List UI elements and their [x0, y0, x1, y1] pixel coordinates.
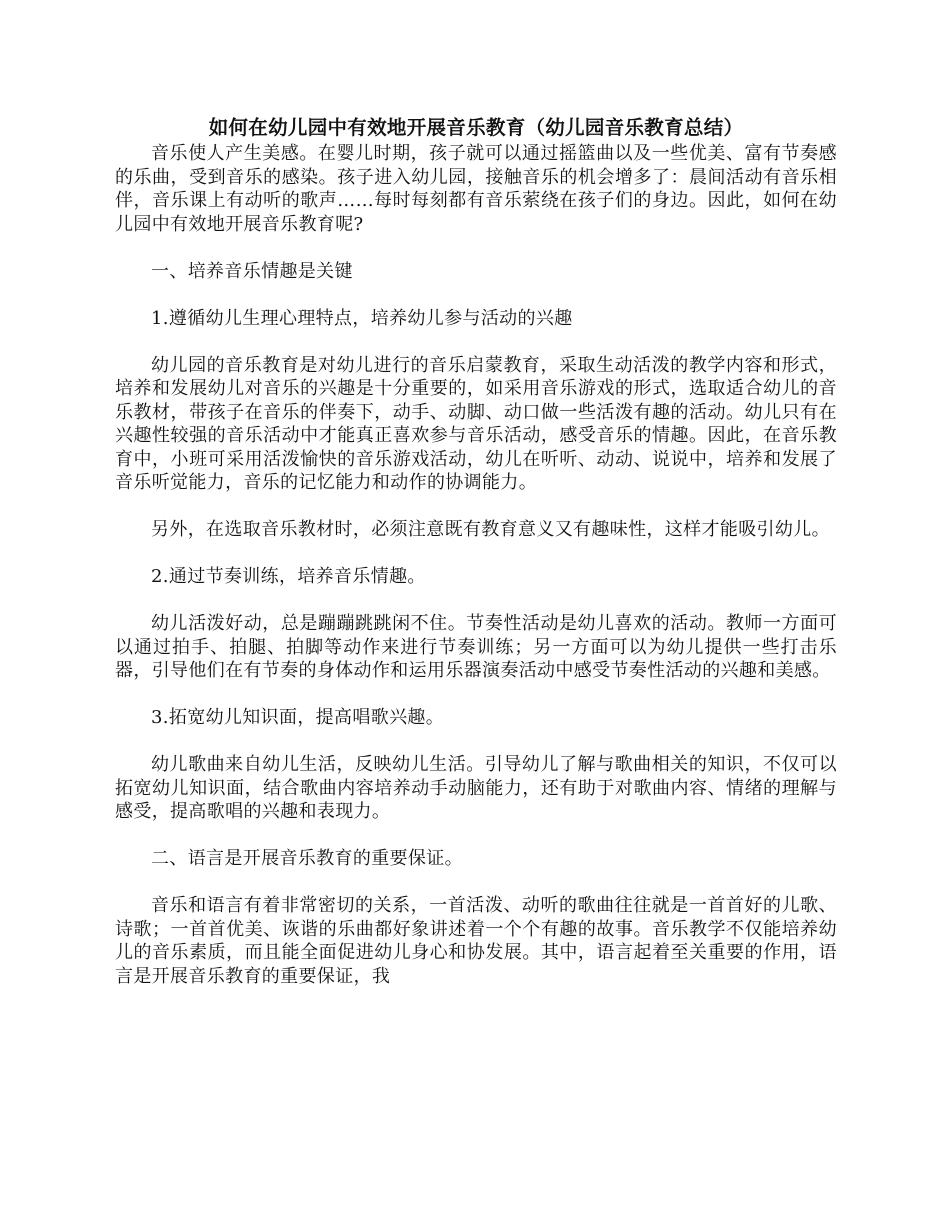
paragraph-1-2: 幼儿活泼好动，总是蹦蹦跳跳闲不住。节奏性活动是幼儿喜欢的活动。教师一方面可以通过拍手、拍腿、拍脚等动作来进行节奏训练；另一方面可以为幼儿提供一些打击乐器，引导他们在有节奏的身体动作和运用乐器演奏活动中感受节奏性活动的兴趣和美感。 [115, 613, 837, 681]
document-title: 如何在幼儿园中有效地开展音乐教育（幼儿园音乐教育总结） [208, 116, 744, 139]
subsection-heading-1-3: 3.拓宽幼儿知识面，提高唱歌兴趣。 [151, 707, 445, 728]
paragraph-intro: 音乐使人产生美感。在婴儿时期，孩子就可以通过摇篮曲以及一些优美、富有节奏感的乐曲，受到音乐的感染。孩子进入幼儿园，接触音乐的机会增多了：晨间活动有音乐相伴，音乐课上有动听的歌声……每时每刻都有音乐萦绕在孩子们的身边。因此，如何在幼儿园中有效地开展音乐教育呢? [115, 143, 837, 235]
paragraph-1-1: 幼儿园的音乐教育是对幼儿进行的音乐启蒙教育，采取生动活泼的教学内容和形式，培养和发展幼儿对音乐的兴趣是十分重要的，如采用音乐游戏的形式，选取适合幼儿的音乐教材，带孩子在音乐的伴奏下，动手、动脚、动口做一些活泼有趣的活动。幼儿只有在兴趣性较强的音乐活动中才能真正喜欢参与音乐活动，感受音乐的情趣。因此，在音乐教育中，小班可采用活泼愉快的音乐游戏活动，幼儿在听听、动动、说说中，培养和发展了音乐听觉能力，音乐的记忆能力和动作的协调能力。 [115, 354, 837, 493]
section-heading-1: 一、培养音乐情趣是关键 [151, 260, 353, 282]
section-heading-2: 二、语言是开展音乐教育的重要保证。 [151, 848, 463, 869]
subsection-heading-1-1: 1.遵循幼儿生理心理特点，培养幼儿参与活动的兴趣 [151, 307, 573, 329]
paragraph-2: 音乐和语言有着非常密切的关系，一首活泼、动听的歌曲往往就是一首首好的儿歌、诗歌；一首首优美、诙谐的乐曲都好象讲述着一个个有趣的故事。音乐教学不仅能培养幼儿的音乐素质，而且能全面促进幼儿身心和协发展。其中，语言起着至关重要的作用，语言是开展音乐教育的重要保证，我 [115, 895, 837, 987]
document-page [115, 113, 837, 1012]
paragraph-1-1-extra: 另外，在选取音乐教材时，必须注意既有教育意义又有趣味性，这样才能吸引幼儿。 [151, 519, 830, 540]
paragraph-1-3: 幼儿歌曲来自幼儿生活，反映幼儿生活。引导幼儿了解与歌曲相关的知识，不仅可以拓宽幼儿知识面，结合歌曲内容培养动手动脑能力，还有助于对歌曲内容、情绪的理解与感受，提高歌唱的兴趣和表现力。 [115, 754, 837, 822]
subsection-heading-1-2: 2.通过节奏训练，培养音乐情趣。 [151, 566, 426, 587]
